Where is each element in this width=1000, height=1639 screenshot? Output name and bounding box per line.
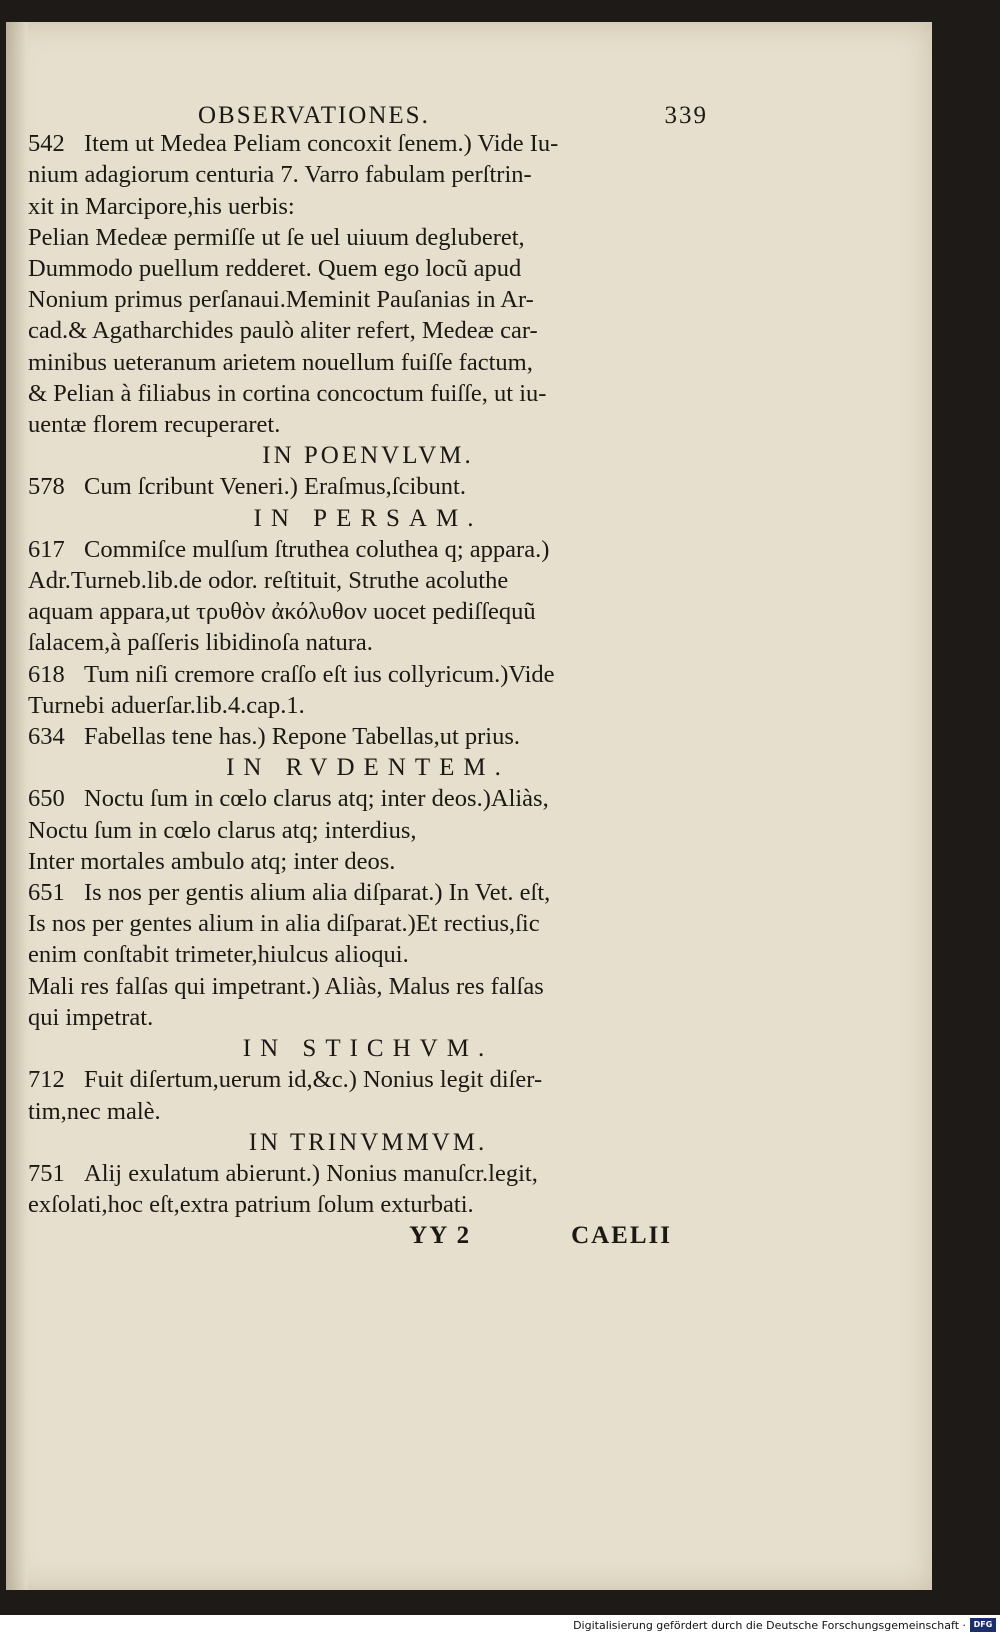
text-line: [28, 284, 708, 315]
text-line: [28, 159, 708, 190]
line-number: 618: [28, 660, 65, 688]
running-header: [28, 100, 708, 131]
dfg-logo: DFG: [970, 1618, 996, 1632]
line-text: Is nos per gentes alium in alia diſparat.)Et rectius,ſic: [28, 910, 540, 938]
line-text: Turnebi aduerſar.lib.4.cap.1.: [28, 691, 305, 719]
text-line: [28, 908, 708, 939]
line-text: Fabellas tene has.) Repone Tabellas,ut prius.: [84, 723, 520, 751]
line-text: Nonium primus perſanaui.Meminit Pauſanias in Ar-: [28, 286, 534, 314]
line-number: 712: [28, 1066, 65, 1094]
page-text: [28, 100, 708, 1252]
text-line: [28, 877, 708, 908]
text-line: [28, 815, 708, 846]
line-text: nium adagiorum centuria 7. Varro fabulam perſtrin-: [28, 161, 532, 189]
line-text: Noctu ſum in cœlo clarus atq; interdius,: [28, 816, 417, 844]
text-line: [28, 659, 708, 690]
text-line: [28, 721, 708, 752]
text-line: [28, 627, 708, 658]
line-number: 578: [28, 473, 65, 501]
text-line: [28, 1064, 708, 1095]
line-text: Cum ſcribunt Veneri.) Eraſmus,ſcibunt.: [84, 473, 466, 501]
text-line: [28, 347, 708, 378]
line-text: uentæ florem recuperaret.: [28, 411, 281, 439]
page-footer: [28, 1220, 708, 1251]
line-number: 650: [28, 785, 65, 813]
sections-container: [28, 128, 708, 1220]
line-text: Item ut Medea Peliam concoxit ſenem.) Vide Iu-: [84, 130, 559, 158]
text-line: [28, 690, 708, 721]
line-text: minibus ueteranum arietem nouellum fuiſſe factum,: [28, 348, 533, 376]
line-text: ſalacem,à paſſeris libidinoſa natura.: [28, 629, 373, 657]
line-text: xit in Marcipore,his uerbis:: [28, 192, 295, 220]
line-text: Tum niſi cremore craſſo eſt ius collyricum.)Vide: [84, 660, 555, 688]
text-line: [28, 565, 708, 596]
text-line: [28, 471, 708, 502]
line-number: 542: [28, 130, 65, 158]
line-text: Dummodo puellum redderet. Quem ego locũ apud: [28, 255, 522, 283]
line-text: Adr.Turneb.lib.de odor. reſtituit, Struthe acoluthe: [28, 567, 509, 595]
line-text: qui impetrat.: [28, 1003, 154, 1031]
line-number: 634: [28, 723, 65, 751]
line-text: enim conſtabit trimeter,hiulcus alioqui.: [28, 941, 409, 969]
section-title: IN PERSAM.: [253, 504, 483, 532]
text-line: [28, 939, 708, 970]
book-page: [6, 22, 932, 1590]
text-line: [28, 191, 708, 222]
section-title: IN POENVLVM.: [262, 442, 474, 470]
text-line: [28, 128, 708, 159]
line-number: 651: [28, 879, 65, 907]
line-number: 751: [28, 1159, 65, 1187]
line-text: Alij exulatum abierunt.) Nonius manuſcr.legit,: [84, 1159, 538, 1187]
text-line: [28, 971, 708, 1002]
signature-mark: YY 2: [409, 1222, 472, 1250]
text-line: [28, 378, 708, 409]
line-text: Inter mortales ambulo atq; inter deos.: [28, 847, 396, 875]
page-gutter-shadow: [6, 22, 28, 1590]
line-text: cad.& Agatharchides paulò aliter refert, Medeæ car-: [28, 317, 538, 345]
page-number: 339: [664, 102, 708, 129]
text-line: [28, 1002, 708, 1033]
line-text: Fuit diſertum,uerum id,&c.) Nonius legit diſer-: [84, 1066, 543, 1094]
line-text: Commiſce mulſum ſtruthea coluthea q; appara.): [84, 535, 550, 563]
section-title: IN TRINVMMVM.: [248, 1128, 488, 1156]
line-number: 617: [28, 535, 65, 563]
text-line: [28, 1158, 708, 1189]
text-line: [28, 253, 708, 284]
text-line: [28, 1189, 708, 1220]
line-text: exſolati,hoc eſt,extra patrium ſolum exturbati.: [28, 1191, 474, 1219]
text-line: [28, 222, 708, 253]
text-line: [28, 315, 708, 346]
running-title: OBSERVATIONES.: [198, 102, 430, 129]
text-line: [28, 534, 708, 565]
line-text: tim,nec malè.: [28, 1097, 161, 1125]
line-text: Noctu ſum in cœlo clarus atq; inter deos.)Aliàs,: [84, 785, 549, 813]
line-text: aquam appara,ut τρυθὸν ἀκόλυθον uocet pediſſequũ: [28, 598, 536, 626]
text-line: [28, 409, 708, 440]
digitization-credit: Digitalisierung gefördert durch die Deutsche Forschungsgemeinschaft ·: [573, 1619, 966, 1632]
text-line: [28, 596, 708, 627]
section-title: IN RVDENTEM.: [226, 754, 510, 782]
line-text: Mali res falſas qui impetrant.) Aliàs, Malus res falſas: [28, 972, 544, 1000]
line-text: & Pelian à filiabus in cortina concoctum fuiſſe, ut iu-: [28, 379, 547, 407]
text-line: [28, 1096, 708, 1127]
line-text: Pelian Medeæ permiſſe ut ſe uel uiuum degluberet,: [28, 223, 525, 251]
text-line: [28, 846, 708, 877]
line-text: Is nos per gentis alium alia diſparat.) In Vet. eſt,: [84, 879, 551, 907]
section-title: IN STICHVM.: [242, 1035, 494, 1063]
text-line: [28, 783, 708, 814]
catchword: CAELII: [571, 1222, 672, 1250]
